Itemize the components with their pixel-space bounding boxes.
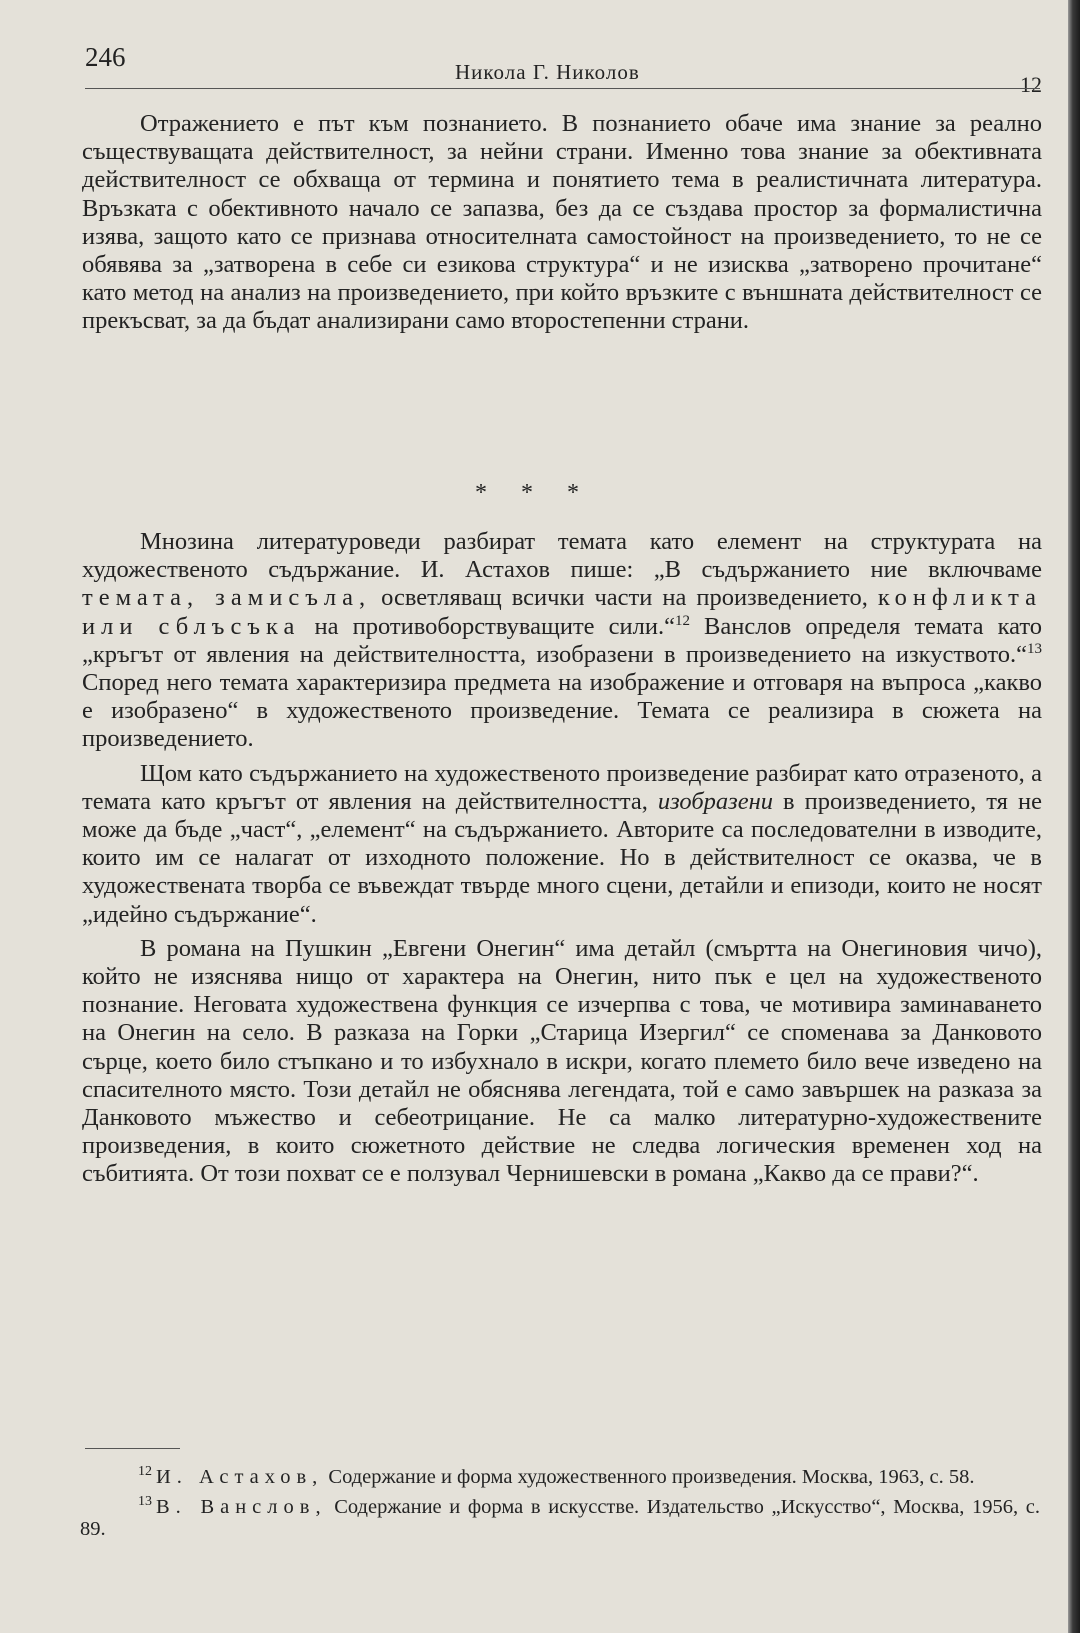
running-head (0, 0, 1068, 110)
spaced-text: темата, замисъла, (82, 584, 372, 612)
footnote-author: В. Ванслов, (156, 1496, 327, 1518)
footnote-13: $^{13}$ В. Ванслов, Содержание и форма в искусстве. Издательство „Искусство“, Москва, 1956, с. 89. (80, 1494, 1040, 1540)
footnote-author: И. Астахов, (156, 1466, 324, 1488)
paragraph-reflection: Отражението е път към познанието. В познанието обаче има знание за реално съществуващата действителност, за нейни страни. Именно това знание за обективната действителност се обхваща от термина и понятието тема в реалистичната литература. Връзката с обективното начало се запазва, без да се създава простор за формалистична изява, защото като се признава относителната самостойност на произведението, то не се обявява за „затворена в себе си езикова структура“ и не изисква „затворено прочитане“ като метод на анализ на произведението, при който връзките с външната действителност се прекъсват, за да бъдат анализирани само второстепенни страни. (82, 110, 1042, 335)
signature-mark: 12 (1020, 72, 1042, 97)
paragraph-theme-definition: Мнозина литературоведи разбират темата като елемент на структурата на художественото съдържание. И. Астахов пише: „В съдържанието ние включваме темата, замисъла, осветляващ всички части на произведението, конфликта или сблъсъка на противоборствуващите сили.“$^{12}$ Ванслов определя темата като „кръгът от явления на действителността, изобразени в произведението на изкуството.“$^{13}$ Според него темата характеризира предмета на изображение и отговаря на въпроса „какво е изобразено“ в художественото произведение. Темата се реализира в сюжета на произведението. (82, 528, 1043, 753)
emphasis: изобразени (657, 787, 773, 815)
body-text (82, 110, 1042, 336)
footnote-ref-13[interactable]: 13 (1027, 640, 1042, 657)
paragraph-examples: В романа на Пушкин „Евгени Онегин“ има детайл (смъртта на Онегиновия чичо), който не изяснява нищо от характера на Онегин, нито пък е цел на художественото познание. Неговата художествена функция се изчерпва с това, че мотивира заминаването на Онегин на село. В разказа на Горки „Старица Изергил“ се споменава за Данковото сърце, което било стъпкано и то избухнало в искри, когато племето било вече изведено на спасителното място. Този детайл не обяснява легендата, той е само завършек на разказа за Данковото мъжество и себеотрицание. Не са малко литературно-художествените произведения, в които сюжетното действие не следва логическия временен ход на събитията. От този похват се е ползувал Чернишевски в романа „Какво да се прави?“. (82, 934, 1042, 1188)
body-text-section-2 (82, 528, 1042, 1189)
footnote-rule (85, 1448, 180, 1449)
spaced-text: конфликта или сблъсъка (82, 584, 1042, 640)
running-title: Никола Г. Николов (455, 60, 640, 84)
footnote-ref-12[interactable]: 12 (674, 612, 690, 629)
page-number: 246 (85, 42, 126, 72)
page-edge-shadow (1068, 0, 1080, 1633)
section-asterism: * * * (475, 480, 593, 506)
footnotes (80, 1466, 1040, 1548)
footnote-12: $^{12}$ И. Астахов, Содержание и форма художественного произведения. Москва, 1963, с. 58. (138, 1464, 975, 1488)
header-rule (85, 88, 1040, 89)
paragraph-content-critique: Щом като съдържанието на художественото произведение разбират като отразеното, а темата като кръгът от явления на действителността, изобразени в произведението, тя не може да бъде „част“, „елемент“ на съдържанието. Авторите са последователни в изводите, които им се налагат от изходното положение. Но в действителност се оказва, че в художествената творба се въвеждат твърде много сцени, детайли и епизоди, които не носят „идейно съдържание“. (82, 759, 1042, 928)
